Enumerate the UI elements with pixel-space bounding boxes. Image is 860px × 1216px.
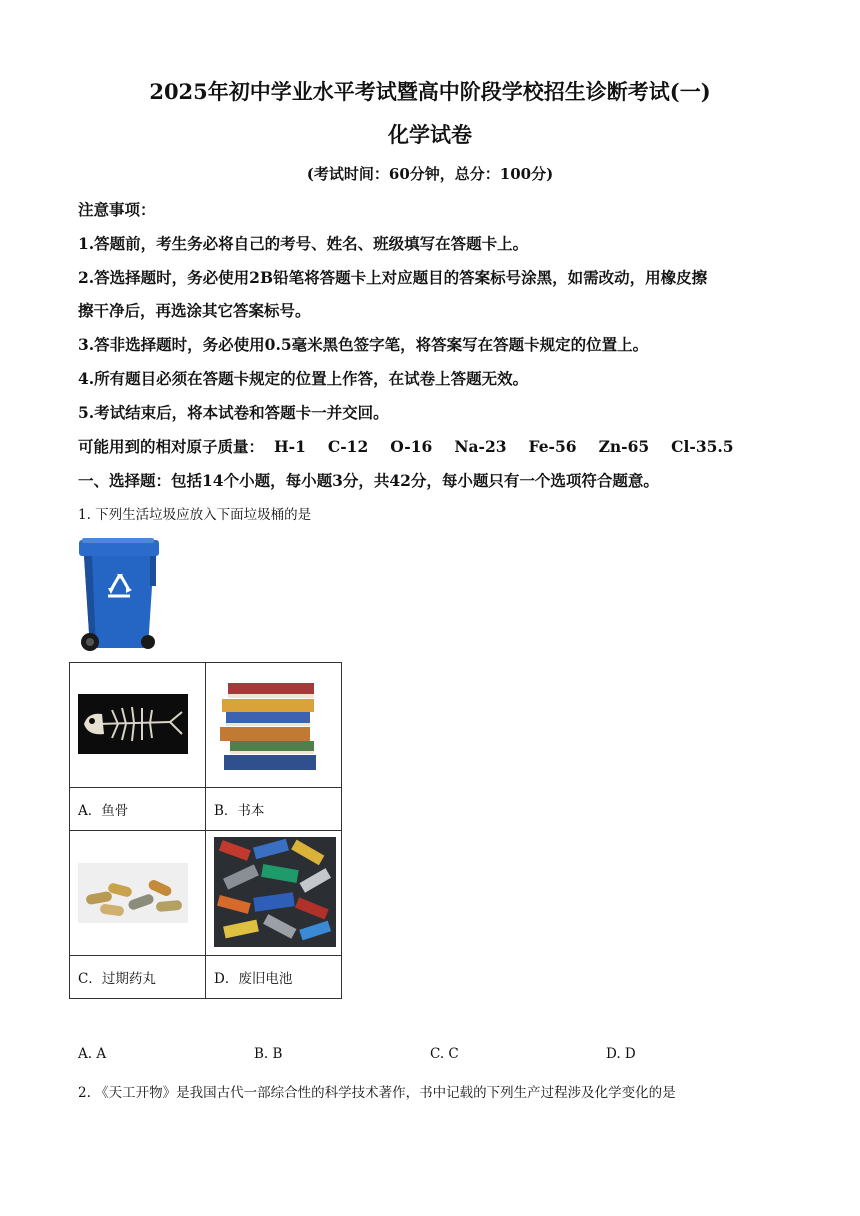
recycle-bin-image bbox=[76, 538, 164, 658]
answer-choice-b[interactable]: B. B bbox=[254, 1046, 283, 1062]
exam-time-note: (考试时间：60分钟，总分：100分) bbox=[306, 165, 554, 183]
notice-heading: 注意事项： bbox=[78, 200, 156, 219]
answer-choice-c[interactable]: C. C bbox=[430, 1046, 459, 1062]
question-2-text: 2. 《天工开物》是我国古代一部综合性的科学技术著作，书中记载的下列生产过程涉及化学变化的是 bbox=[78, 1085, 676, 1101]
atomic-mass: O-16 bbox=[390, 437, 433, 456]
waste-batteries-image bbox=[214, 837, 336, 947]
option-d-label: D．废旧电池 bbox=[206, 956, 342, 999]
notice-item: 3.答非选择题时，务必使用0.5毫米黑色签字笔，将答案写在答题卡规定的位置上。 bbox=[78, 335, 649, 354]
atomic-mass: Zn-65 bbox=[598, 437, 650, 456]
option-d-image-cell bbox=[206, 831, 342, 956]
option-c-image-cell bbox=[70, 831, 206, 956]
books-image bbox=[218, 679, 326, 775]
notice-item: 5.考试结束后，将本试卷和答题卡一并交回。 bbox=[78, 403, 389, 422]
option-b-label: B．书本 bbox=[206, 788, 342, 831]
notice-item: 擦干净后，再选涂其它答案标号。 bbox=[78, 301, 311, 320]
expired-pills-image bbox=[78, 863, 188, 923]
notice-item: 1.答题前，考生务必将自己的考号、姓名、班级填写在答题卡上。 bbox=[78, 234, 529, 253]
option-a-image-cell bbox=[70, 663, 206, 788]
question-1-options-table bbox=[69, 662, 342, 999]
answer-choice-a[interactable]: A. A bbox=[78, 1046, 107, 1062]
atomic-mass: C-12 bbox=[327, 437, 369, 456]
atomic-mass: Na-23 bbox=[454, 437, 507, 456]
atomic-mass: Cl-35.5 bbox=[671, 437, 734, 456]
option-c-label: C．过期药丸 bbox=[70, 956, 206, 999]
question-1-text: 1. 下列生活垃圾应放入下面垃圾桶的是 bbox=[78, 507, 312, 523]
exam-title: 2025年初中学业水平考试暨高中阶段学校招生诊断考试(一) bbox=[149, 79, 711, 104]
section-heading: 一、选择题：包括14个小题，每小题3分，共42分，每小题只有一个选项符合题意。 bbox=[78, 471, 659, 490]
option-b-image-cell bbox=[206, 663, 342, 788]
notice-item: 4.所有题目必须在答题卡规定的位置上作答，在试卷上答题无效。 bbox=[78, 369, 529, 388]
fish-bone-image bbox=[78, 694, 188, 754]
answer-choice-d[interactable]: D. D bbox=[606, 1046, 636, 1062]
exam-subtitle: 化学试卷 bbox=[388, 122, 472, 147]
atomic-masses bbox=[78, 435, 756, 457]
atomic-mass: H-1 bbox=[274, 437, 306, 456]
option-a-label: A．鱼骨 bbox=[70, 788, 206, 831]
atomic-masses-label: 可能用到的相对原子质量： bbox=[78, 437, 265, 456]
notice-item: 2.答选择题时，务必使用2B铅笔将答题卡上对应题目的答案标号涂黑，如需改动，用橡皮擦 bbox=[78, 268, 708, 287]
atomic-mass: Fe-56 bbox=[528, 437, 577, 456]
